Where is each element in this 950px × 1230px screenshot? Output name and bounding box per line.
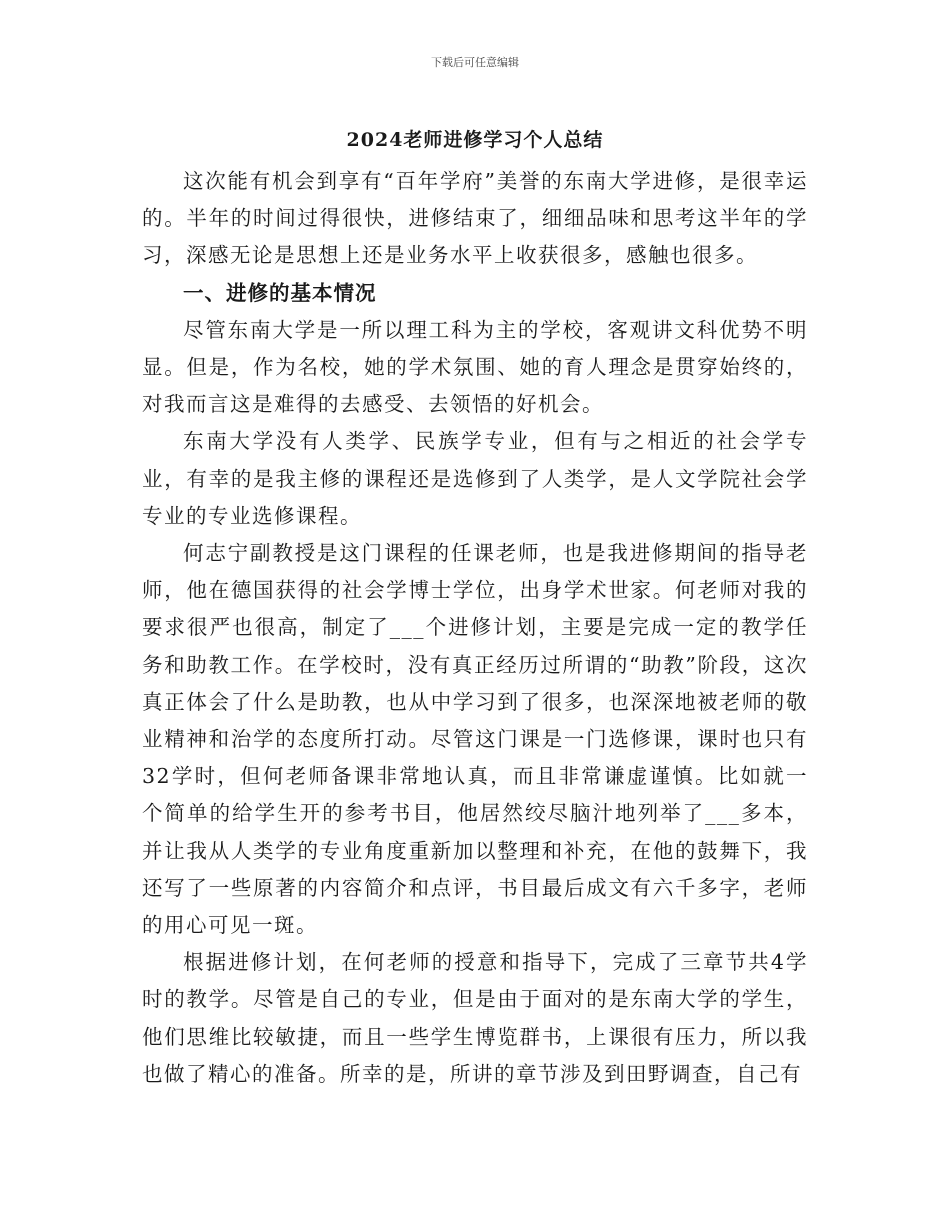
section-heading: 一、进修的基本情况 [183,280,377,305]
paragraph: 何志宁副教授是这门课程的任课老师，也是我进修期间的指导老师，他在德国获得的社会学博士学位，出身学术世家。何老师对我的要求很严也很高，制定了___个进修计划，主要是完成一定的教学任务和助教工作。在学校时，没有真正经历过所谓的“助教”阶段，这次真正体会了什么是助教，也从中学习到了很多，也深深地被老师的敬业精神和治学的态度所打动。尽管这门课是一门选修课，课时也只有32学时，但何老师备课非常地认真，而且非常谦虚谨慎。比如就一个简单的给学生开的参考书目，他居然绞尽脑汁地列举了___多本，并让我从人类学的专业角度重新加以整理和补充，在他的鼓舞下，我还写了一些原著的内容简介和点评，书目最后成文有六千多字，老师的用心可见一斑。 [142,541,808,938]
document-body [142,163,808,1093]
paragraph-intro: 这次能有机会到享有“百年学府”美誉的东南大学进修，是很幸运的。半年的时间过得很快，进修结束了，细细品味和思考这半年的学习，深感无论是思想上还是业务水平上收获很多，感触也很多。 [142,169,808,268]
page-header-note: 下载后可任意编辑 [431,56,519,69]
paragraph: 尽管东南大学是一所以理工科为主的学校，客观讲文科优势不明显。但是，作为名校，她的学术氛围、她的育人理念是贯穿始终的，对我而言这是难得的去感受、去领悟的好机会。 [142,317,808,417]
paragraph: 东南大学没有人类学、民族学专业，但有与之相近的社会学专业，有幸的是我主修的课程还是选修到了人类学，是人文学院社会学专业的专业选修课程。 [142,429,808,528]
document-title: 2024老师进修学习个人总结 [346,129,604,151]
paragraph: 根据进修计划，在何老师的授意和指导下，完成了三章节共4学时的教学。尽管是自己的专业，但是由于面对的是东南大学的学生，他们思维比较敏捷，而且一些学生博览群书，上课很有压力，所以我也做了精心的准备。所幸的是，所讲的章节涉及到田野调查，自己有 [142,950,808,1086]
